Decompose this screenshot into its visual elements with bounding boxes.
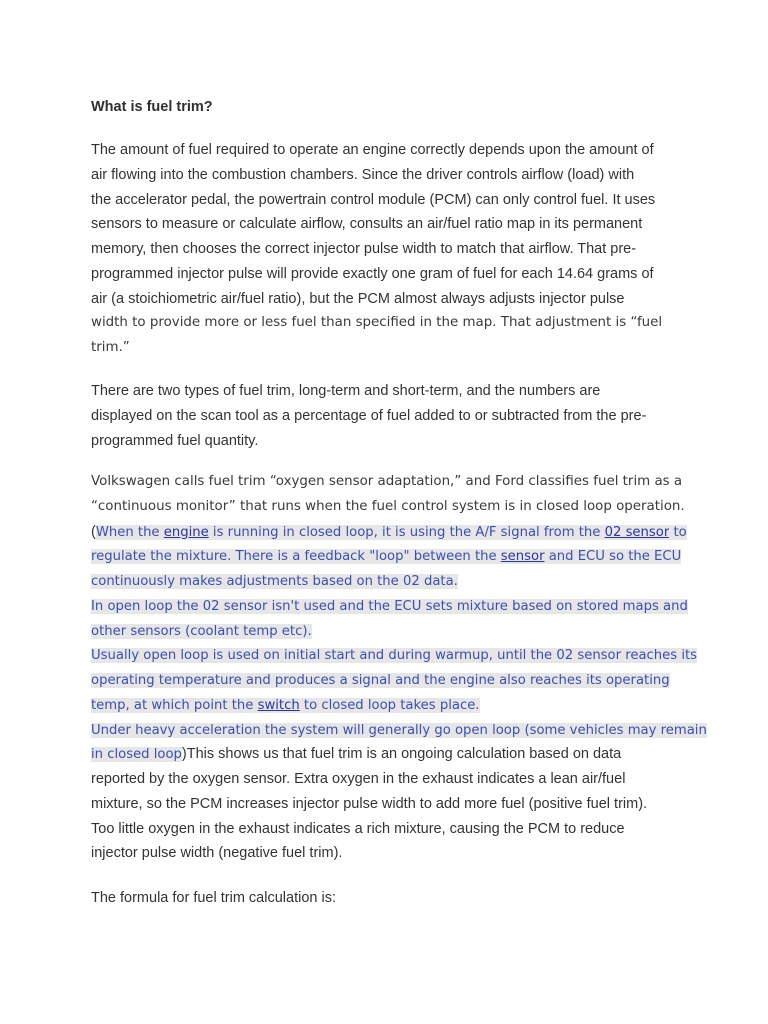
open-paren: ( [91,523,96,540]
engine-link[interactable]: engine [163,524,209,540]
mixed-line [91,742,707,767]
sensor-link[interactable]: sensor [500,549,545,565]
text-line: programmed fuel quantity. [91,432,259,449]
quote-text: continuously makes adjustments based on the 02 data. [91,574,458,589]
quote-text: temp, at which point the [91,697,258,713]
quote-text: Under heavy acceleration the system will generally go open loop (some vehicles may remain [91,722,707,738]
quoted-line [91,619,707,644]
text-line: mixture, so the PCM increases injector pulse width to add more fuel (positive fuel trim). [91,795,648,812]
text-line: “continuous monitor” that runs when the fuel control system is in closed loop operation. [91,498,685,514]
text-line: programmed injector pulse will provide exactly one gram of fuel for each 14.64 grams of [91,265,654,282]
text-line: There are two types of fuel trim, long-term and short-term, and the numbers are [91,383,601,399]
paragraph-adaptation [91,470,707,866]
paragraph-formula-intro [91,886,336,911]
quote-text: Usually open loop is used on initial start and during warmup, until the 02 sensor reaches its [91,648,698,664]
quote-text: In open loop the 02 sensor isn't used and the ECU sets mixture based on stored maps and [91,598,688,614]
o2-sensor-link[interactable]: 02 sensor [604,524,670,540]
quote-text: When the [95,524,164,540]
text-line: The formula for fuel trim calculation is: [91,890,336,906]
quote-text: to closed loop takes place. [299,697,480,713]
text-line: Volkswagen calls fuel trim “oxygen sensor adaptation,” and Ford classifies fuel trim as a [91,474,683,489]
paragraph-intro [91,138,662,361]
quoted-line [91,520,707,545]
text-line: air flowing into the combustion chambers. Since the driver controls airflow (load) with [91,166,635,183]
quoted-line [91,643,707,668]
quoted-line [91,718,707,743]
switch-link[interactable]: switch [257,697,300,713]
quote-text: operating temperature and produces a signal and the engine also reaches its operating [91,673,670,688]
text-line: air (a stoichiometric air/fuel ratio), but the PCM almost always adjusts injector pulse [91,290,625,307]
text-line: The amount of fuel required to operate an engine correctly depends upon the amount of [91,142,654,158]
text-line: displayed on the scan tool as a percentage of fuel added to or subtracted from the pre- [91,407,647,424]
quoted-line [91,569,707,594]
text-line: sensors to measure or calculate airflow, consults an air/fuel ratio map in its permanent [91,216,643,233]
paragraph-types [91,379,646,453]
text-line: the accelerator pedal, the powertrain control module (PCM) can only control fuel. It uses [91,191,656,208]
text-line: memory, then chooses the correct injector pulse width to match that airflow. That pre- [91,241,637,257]
quote-text: to [669,524,687,540]
quote-text: and ECU so the ECU [544,549,682,565]
text-line: injector pulse width (negative fuel trim). [91,845,343,862]
quoted-line [91,544,707,569]
text-line: reported by the oxygen sensor. Extra oxygen in the exhaust indicates a lean air/fuel [91,771,626,787]
quoted-line [91,594,707,619]
quoted-line [91,668,707,693]
body-text: )This shows us that fuel trim is an ongoing calculation based on data [181,746,622,763]
quote-text: in closed loop [91,747,182,763]
quote-text: is running in closed loop, it is using the A/F signal from the [208,524,605,540]
quote-text: other sensors (coolant temp etc). [91,623,312,639]
page-title: What is fuel trim? [91,99,213,115]
quote-text: regulate the mixture. There is a feedback "loop" between the [91,549,501,565]
text-line: trim.” [91,340,130,355]
quoted-line [91,693,707,718]
text-line: Too little oxygen in the exhaust indicates a rich mixture, causing the PCM to reduce [91,820,625,837]
text-line: width to provide more or less fuel than specified in the map. That adjustment is “fuel [91,315,663,331]
